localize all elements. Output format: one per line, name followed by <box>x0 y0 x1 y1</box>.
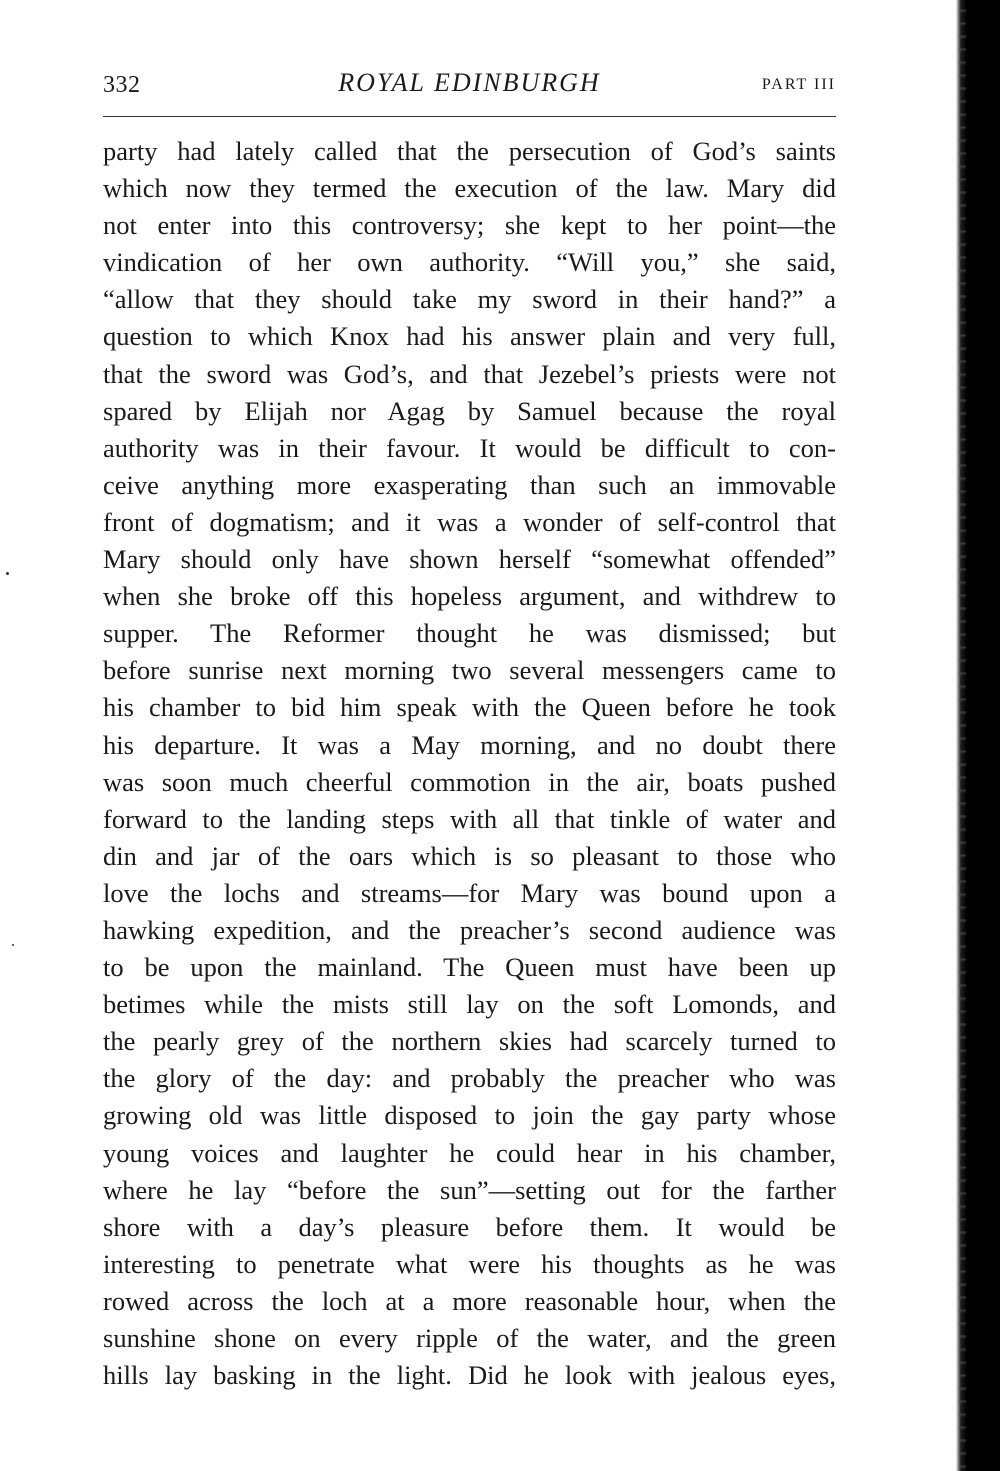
text-line: hawking expedition, and the preacher’s second audience was <box>103 914 836 945</box>
text-line: the pearly grey of the northern skies had scarcely turned to <box>103 1026 836 1057</box>
page-number: 332 <box>103 72 141 98</box>
scan-speck <box>12 944 14 946</box>
scan-speck <box>6 572 9 575</box>
text-line: din and jar of the oars which is so pleasant to those who <box>103 840 836 871</box>
binding-edge-shadow <box>952 0 1000 1471</box>
text-line: question to which Knox had his answer plain and very full, <box>103 321 836 352</box>
text-line: was soon much cheerful commotion in the air, boats pushed <box>103 766 836 797</box>
text-line: front of dogmatism; and it was a wonder of self-control that <box>103 506 836 537</box>
text-line: shore with a day’s pleasure before them. It would be <box>103 1211 836 1242</box>
text-line: which now they termed the execution of the law. Mary did <box>103 173 836 204</box>
text-line: vindication of her own authority. “Will you,” she said, <box>103 247 836 278</box>
text-line: hills lay basking in the light. Did he look with jealous eyes, <box>103 1360 836 1391</box>
text-line: growing old was little disposed to join the gay party whose <box>103 1100 836 1131</box>
text-line: love the lochs and streams—for Mary was bound upon a <box>103 877 836 908</box>
text-line: to be upon the mainland. The Queen must have been up <box>103 952 836 983</box>
text-line: where he lay “before the sun”—setting out for the farther <box>103 1174 836 1205</box>
running-title: ROYAL EDINBURGH <box>338 68 601 97</box>
text-line: Mary should only have shown herself “somewhat offended” <box>103 544 836 575</box>
text-line: the glory of the day: and probably the preacher who was <box>103 1063 836 1094</box>
text-line: when she broke off this hopeless argument, and withdrew to <box>103 581 836 612</box>
text-line: betimes while the mists still lay on the soft Lomonds, and <box>103 989 836 1020</box>
text-line: interesting to penetrate what were his thoughts as he was <box>103 1248 836 1279</box>
text-line: his departure. It was a May morning, and no doubt there <box>103 729 836 760</box>
text-line: sunshine shone on every ripple of the water, and the green <box>103 1323 836 1353</box>
text-line: before sunrise next morning two several messengers came to <box>103 655 836 686</box>
text-line: rowed across the loch at a more reasonable hour, when the <box>103 1285 836 1316</box>
text-line: that the sword was God’s, and that Jezebel’s priests were not <box>103 358 836 389</box>
part-label: PART III <box>761 76 836 93</box>
text-line: spared by Elijah nor Agag by Samuel because the royal <box>103 395 836 426</box>
text-line: supper. The Reformer thought he was dismissed; but <box>103 618 836 649</box>
header-rule <box>103 116 836 117</box>
text-line: “allow that they should take my sword in their hand?” a <box>103 284 836 315</box>
text-line: party had lately called that the persecution of God’s saints <box>103 136 836 166</box>
text-line: his chamber to bid him speak with the Queen before he took <box>103 692 836 723</box>
running-head <box>103 66 836 106</box>
text-line: not enter into this controversy; she kept to her point—the <box>103 210 836 241</box>
body-text <box>103 133 836 1394</box>
text-line: young voices and laughter he could hear in his chamber, <box>103 1137 836 1168</box>
text-line: ceive anything more exasperating than such an immovable <box>103 469 836 500</box>
text-line: forward to the landing steps with all that tinkle of water and <box>103 803 836 834</box>
text-line: authority was in their favour. It would be difficult to con- <box>103 432 836 463</box>
